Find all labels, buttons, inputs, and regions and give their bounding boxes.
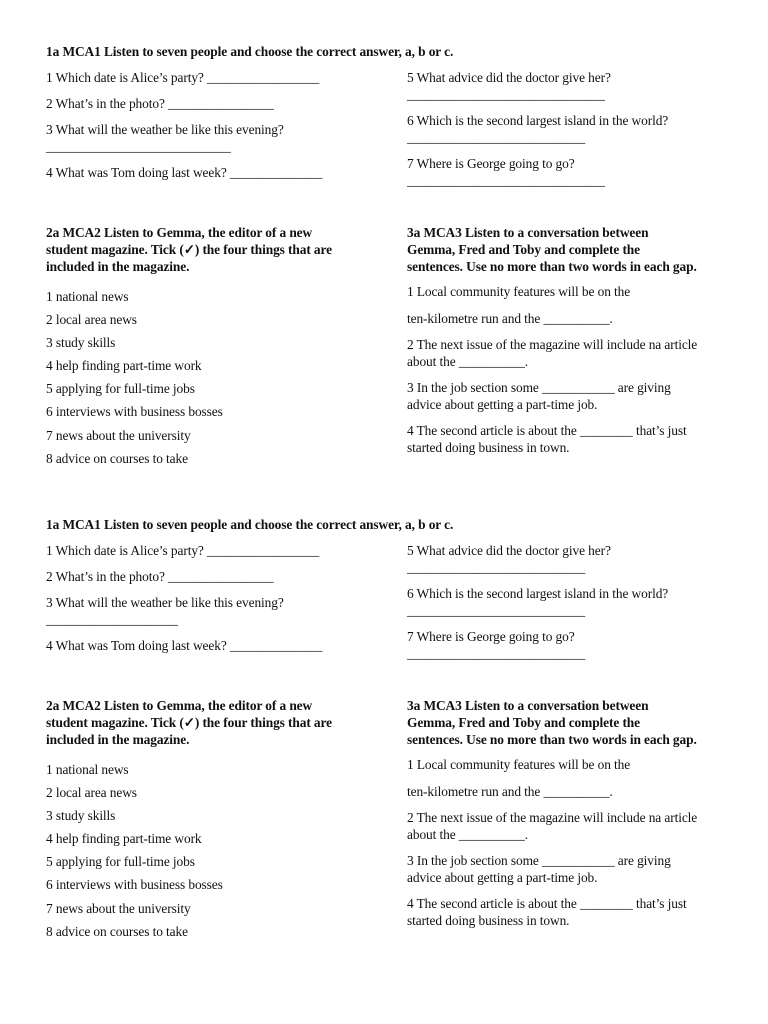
mca2-item: 2 local area news: [46, 785, 137, 800]
mca2-item: 1 national news: [46, 289, 129, 304]
mca1-question-5-answer-line: ______________________________: [407, 87, 605, 102]
mca3-sentence-1-continued: ten-kilometre run and the __________.: [407, 784, 613, 799]
mca3-sentence-4-continued: started doing business in town.: [407, 440, 570, 455]
mca2-item: 6 interviews with business bosses: [46, 877, 223, 892]
mca1-question-3-answer-line: ____________________________: [46, 139, 231, 154]
mca1-question-6: 6 Which is the second largest island in the world?: [407, 586, 669, 601]
mca3-sentence-1-continued: ten-kilometre run and the __________.: [407, 311, 613, 326]
mca3-sentence-1: 1 Local community features will be on the: [407, 757, 631, 772]
mca3-sentence-3: 3 In the job section some ___________ are giving: [407, 380, 671, 395]
mca3-sentence-4: 4 The second article is about the ________ that’s just: [407, 896, 687, 911]
mca1-question-4: 4 What was Tom doing last week? ______________: [46, 638, 323, 653]
mca1-question-1: 1 Which date is Alice’s party? _________________: [46, 70, 320, 85]
mca1-question-3-answer-line: ____________________: [46, 612, 178, 627]
mca2-heading-line-2: student magazine. Tick (✓) the four things that are: [46, 715, 332, 730]
mca3-sentence-3: 3 In the job section some ___________ are giving: [407, 853, 671, 868]
mca2-heading-line-1: 2a MCA2 Listen to Gemma, the editor of a new: [46, 698, 313, 713]
mca3-sentence-2: 2 The next issue of the magazine will include na article: [407, 810, 698, 825]
mca3-sentence-2: 2 The next issue of the magazine will include na article: [407, 337, 698, 352]
mca1-question-5: 5 What advice did the doctor give her?: [407, 70, 611, 85]
mca2-heading-line-2: student magazine. Tick (✓) the four things that are: [46, 242, 332, 257]
mca2-item: 3 study skills: [46, 335, 116, 350]
mca3-sentence-3-continued: advice about getting a part-time job.: [407, 397, 598, 412]
mca3-heading-line-1: 3a MCA3 Listen to a conversation between: [407, 698, 649, 713]
mca1-question-7-answer-line: ______________________________: [407, 173, 605, 188]
mca3-heading-line-2: Gemma, Fred and Toby and complete the: [407, 715, 641, 730]
mca2-item: 7 news about the university: [46, 428, 191, 443]
mca1-question-6-answer-line: ___________________________: [407, 130, 586, 145]
mca3-sentence-1: 1 Local community features will be on the: [407, 284, 631, 299]
mca1-question-7-answer-line: ___________________________: [407, 646, 586, 661]
mca2-item: 5 applying for full-time jobs: [46, 381, 195, 396]
mca1-heading: 1a MCA1 Listen to seven people and choose the correct answer, a, b or c.: [46, 44, 454, 59]
mca1-question-7: 7 Where is George going to go?: [407, 156, 575, 171]
mca1-question-7: 7 Where is George going to go?: [407, 629, 575, 644]
mca1-question-5: 5 What advice did the doctor give her?: [407, 543, 611, 558]
mca2-item: 7 news about the university: [46, 901, 191, 916]
mca2-item: 4 help finding part-time work: [46, 831, 202, 846]
mca1-question-5-answer-line: ___________________________: [407, 560, 586, 575]
mca2-item: 2 local area news: [46, 312, 137, 327]
mca3-heading-line-1: 3a MCA3 Listen to a conversation between: [407, 225, 649, 240]
mca3-sentence-2-continued: about the __________.: [407, 827, 529, 842]
mca2-item: 5 applying for full-time jobs: [46, 854, 195, 869]
mca3-heading-line-3: sentences. Use no more than two words in each gap.: [407, 259, 697, 274]
mca2-item: 8 advice on courses to take: [46, 451, 188, 466]
mca2-item: 4 help finding part-time work: [46, 358, 202, 373]
mca2-item: 8 advice on courses to take: [46, 924, 188, 939]
mca1-question-2: 2 What’s in the photo? ________________: [46, 569, 274, 584]
mca1-question-3: 3 What will the weather be like this evening?: [46, 595, 284, 610]
mca1-question-1: 1 Which date is Alice’s party? _________________: [46, 543, 320, 558]
mca2-item: 6 interviews with business bosses: [46, 404, 223, 419]
mca2-heading-line-1: 2a MCA2 Listen to Gemma, the editor of a new: [46, 225, 313, 240]
mca3-sentence-3-continued: advice about getting a part-time job.: [407, 870, 598, 885]
mca1-question-2: 2 What’s in the photo? ________________: [46, 96, 274, 111]
mca1-question-4: 4 What was Tom doing last week? ______________: [46, 165, 323, 180]
mca3-sentence-4: 4 The second article is about the ________ that’s just: [407, 423, 687, 438]
mca2-item: 1 national news: [46, 762, 129, 777]
mca3-heading-line-3: sentences. Use no more than two words in each gap.: [407, 732, 697, 747]
mca1-heading: 1a MCA1 Listen to seven people and choose the correct answer, a, b or c.: [46, 517, 454, 532]
mca2-item: 3 study skills: [46, 808, 116, 823]
mca2-heading-line-3: included in the magazine.: [46, 259, 190, 274]
mca3-sentence-4-continued: started doing business in town.: [407, 913, 570, 928]
mca3-heading-line-2: Gemma, Fred and Toby and complete the: [407, 242, 641, 257]
mca2-heading-line-3: included in the magazine.: [46, 732, 190, 747]
mca1-question-3: 3 What will the weather be like this evening?: [46, 122, 284, 137]
mca1-question-6-answer-line: ___________________________: [407, 603, 586, 618]
mca3-sentence-2-continued: about the __________.: [407, 354, 529, 369]
mca1-question-6: 6 Which is the second largest island in the world?: [407, 113, 669, 128]
